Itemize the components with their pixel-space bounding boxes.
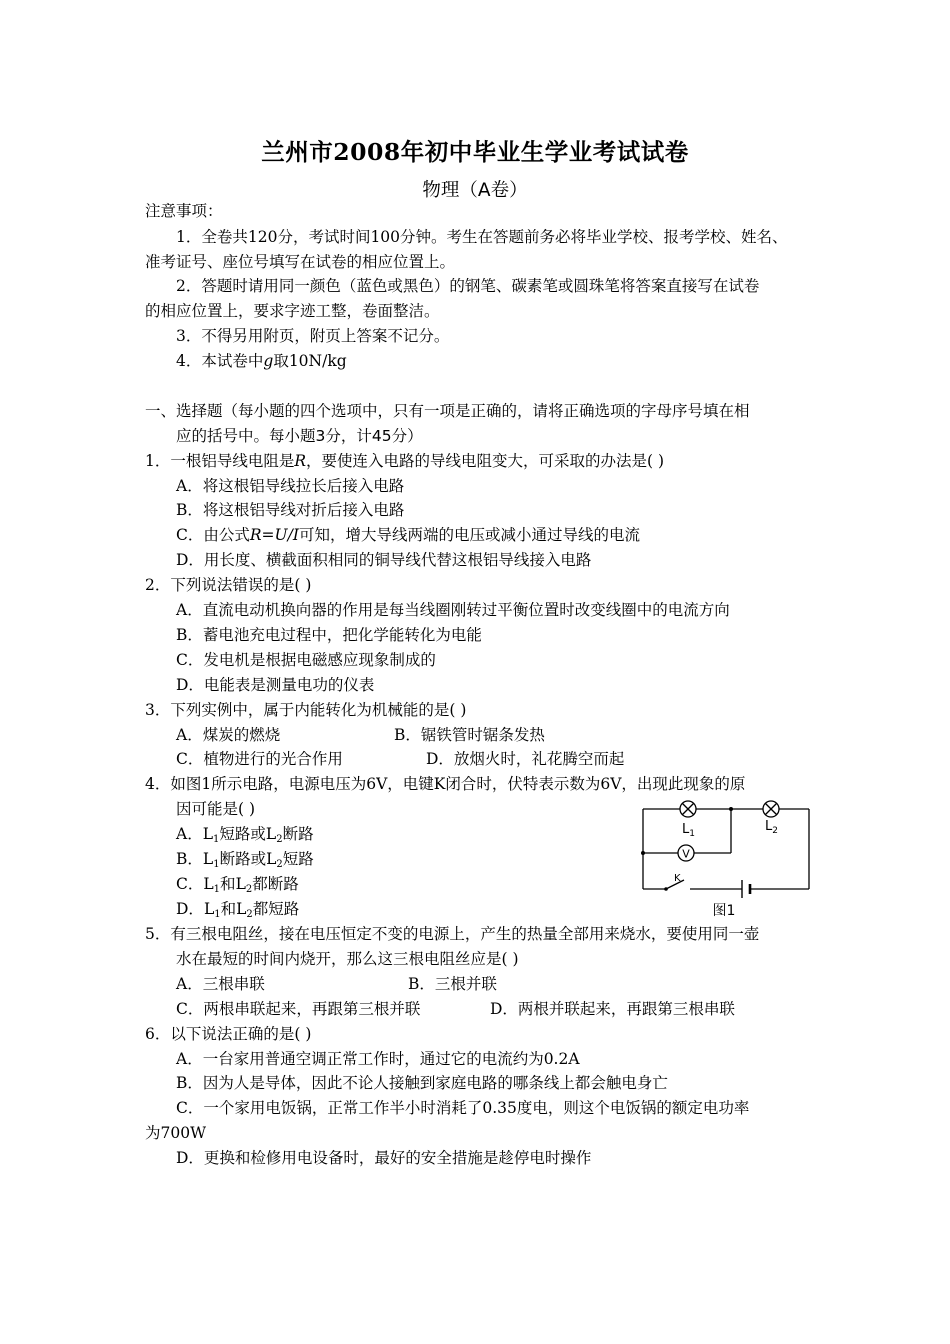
q1-option-c-formula: R=U/I	[249, 526, 299, 544]
q1-stem-pre: 1．一根铝导线电阻是	[145, 452, 295, 470]
q2-option-c: C．发电机是根据电磁感应现象制成的	[176, 651, 436, 669]
note-4-pre: 4．本试卷中	[176, 352, 264, 370]
q1-option-c	[176, 525, 640, 545]
symbol-l: L	[203, 875, 214, 893]
q4-option-b-end: 短路	[282, 850, 314, 868]
note-2-line-2: 的相应位置上，要求字迹工整，卷面整洁。	[145, 302, 440, 320]
figure-1-caption: 图1	[712, 903, 736, 919]
section1-heading-line-2: 应的括号中。每小题3分，计45分）	[176, 427, 423, 445]
subscript: 1	[213, 884, 221, 895]
q3-option-a: A．煤炭的燃烧	[176, 726, 281, 744]
junction-dot	[641, 851, 645, 855]
subscript: 2	[276, 859, 283, 870]
q2-option-a: A．直流电动机换向器的作用是每当线圈刚转过平衡位置时改变线圈中的电流方向	[176, 601, 730, 619]
symbol-l: L	[236, 900, 247, 918]
q1-stem-post: ，要使连入电路的导线电阻变大，可采取的办法是( )	[306, 452, 665, 470]
q4-option-b	[176, 849, 314, 875]
switch-label: K	[674, 873, 681, 884]
exam-title: 兰州市2008年初中毕业生学业考试试卷	[261, 138, 689, 166]
q1-option-d: D．用长度、横截面积相同的铜导线代替这根铝导线接入电路	[176, 551, 592, 569]
note-3: 3．不得另用附页，附页上答案不记分。	[176, 327, 450, 345]
subscript: 2	[245, 884, 253, 895]
q4-stem-line-2: 因可能是( )	[176, 800, 256, 818]
q4-option-b-label: B．	[176, 850, 203, 868]
q6-option-c-line-1: C．一个家用电饭锅，正常工作半小时消耗了0.35度电，则这个电饭锅的额定电功率	[176, 1099, 750, 1117]
subscript: 1	[213, 834, 220, 845]
q2-option-b: B．蓄电池充电过程中，把化学能转化为电能	[176, 626, 482, 644]
q1-stem-r: R	[294, 452, 307, 470]
q4-option-c-mid: 和	[220, 875, 236, 893]
q1-stem	[145, 451, 664, 471]
q5-stem-line-2: 水在最短的时间内烧开，那么这三根电阻丝应是( )	[176, 950, 519, 968]
voltmeter-label: V	[682, 847, 690, 861]
q4-option-a-label: A．	[176, 825, 203, 843]
note-1-line-1: 1．全卷共120分，考试时间100分钟。考生在答题前务必将毕业学校、报考学校、姓名、	[176, 228, 788, 246]
q6-option-c-line-2: 为700W	[145, 1124, 207, 1142]
q4-option-a-end: 断路	[282, 825, 314, 843]
q3-option-b: B．锯铁管时锯条发热	[394, 726, 545, 744]
q4-option-d-mid: 和	[220, 900, 237, 918]
q1-option-b: B．将这根铝导线对折后接入电路	[176, 501, 405, 519]
q4-stem-line-1: 4．如图1所示电路，电源电压为6V，电键K闭合时，伏特表示数为6V，出现此现象的原	[145, 775, 746, 793]
lamp-l1-letter: L	[682, 822, 690, 837]
q6-option-b: B．因为人是导体，因此不论人接触到家庭电路的哪条线上都会触电身亡	[176, 1074, 668, 1092]
q4-option-d-label: D．	[176, 900, 204, 918]
lamp-l2-label	[765, 819, 778, 836]
q5-option-d: D．两根并联起来，再跟第三根串联	[490, 1000, 735, 1018]
q6-option-a: A．一台家用普通空调正常工作时，通过它的电流约为0.2A	[176, 1050, 580, 1068]
q3-option-d: D．放烟火时，礼花腾空而起	[426, 750, 625, 768]
symbol-l: L	[235, 875, 246, 893]
q4-option-d-end: 都短路	[252, 900, 300, 918]
note-4-post: 取10N/kg	[273, 352, 347, 370]
q6-stem: 6．以下说法正确的是( )	[145, 1025, 312, 1043]
q4-option-b-mid: 断路或	[219, 850, 267, 868]
q4-option-a-mid: 短路或	[219, 825, 266, 843]
subscript: 1	[213, 859, 220, 870]
symbol-l: L	[202, 825, 213, 843]
subscript: 1	[214, 909, 221, 920]
q3-option-c: C．植物进行的光合作用	[176, 750, 343, 768]
q4-option-c-label: C．	[176, 875, 204, 893]
q4-option-c	[176, 874, 299, 900]
q4-option-c-end: 都断路	[252, 875, 299, 893]
figure-1-circuit	[630, 792, 820, 922]
note-4	[176, 351, 347, 371]
q3-stem: 3．下列实例中，属于内能转化为机械能的是( )	[145, 701, 467, 719]
q5-stem-line-1: 5．有三根电阻丝，接在电压恒定不变的电源上，产生的热量全部用来烧水，要使用同一壶	[145, 925, 760, 943]
lamp-l1-subscript: 1	[689, 829, 695, 839]
q4-option-a	[176, 824, 314, 850]
symbol-l: L	[203, 900, 215, 918]
switch-pivot	[664, 887, 668, 891]
exam-subtitle: 物理（A卷）	[422, 180, 528, 201]
symbol-l: L	[266, 850, 277, 868]
q1-option-c-post: 可知，增大导线两端的电压或减小通过导线的电流	[298, 526, 640, 544]
q5-option-a: A．三根串联	[176, 975, 265, 993]
section1-heading-line-1: 一、选择题（每小题的四个选项中，只有一项是正确的，请将正确选项的字母序号填在相	[145, 402, 750, 420]
q5-option-c: C．两根串联起来，再跟第三根并联	[176, 1000, 421, 1018]
subscript: 2	[276, 834, 283, 845]
notes-heading: 注意事项：	[145, 202, 223, 220]
note-1-line-2: 准考证号、座位号填写在试卷的相应位置上。	[145, 253, 456, 271]
lamp-l2-subscript: 2	[772, 826, 778, 836]
symbol-l: L	[202, 850, 214, 868]
q4-option-d	[176, 899, 299, 925]
q1-option-c-pre: C．由公式	[176, 526, 250, 544]
note-2-line-1: 2．答题时请用同一颜色（蓝色或黑色）的钢笔、碳素笔或圆珠笔将答案直接写在试卷	[176, 277, 760, 295]
note-4-g: g	[263, 352, 274, 370]
q6-option-d: D．更换和检修用电设备时，最好的安全措施是趁停电时操作	[176, 1149, 592, 1167]
lamp-l1-label	[682, 822, 695, 839]
q2-option-d: D．电能表是测量电功的仪表	[176, 676, 375, 694]
q2-stem: 2．下列说法错误的是( )	[145, 576, 312, 594]
symbol-l: L	[265, 825, 277, 843]
subscript: 2	[246, 909, 253, 920]
q5-option-b: B．三根并联	[408, 975, 497, 993]
junction-dot	[729, 807, 733, 811]
q1-option-a: A．将这根铝导线拉长后接入电路	[176, 477, 405, 495]
lamp-l2-letter: L	[765, 819, 773, 834]
